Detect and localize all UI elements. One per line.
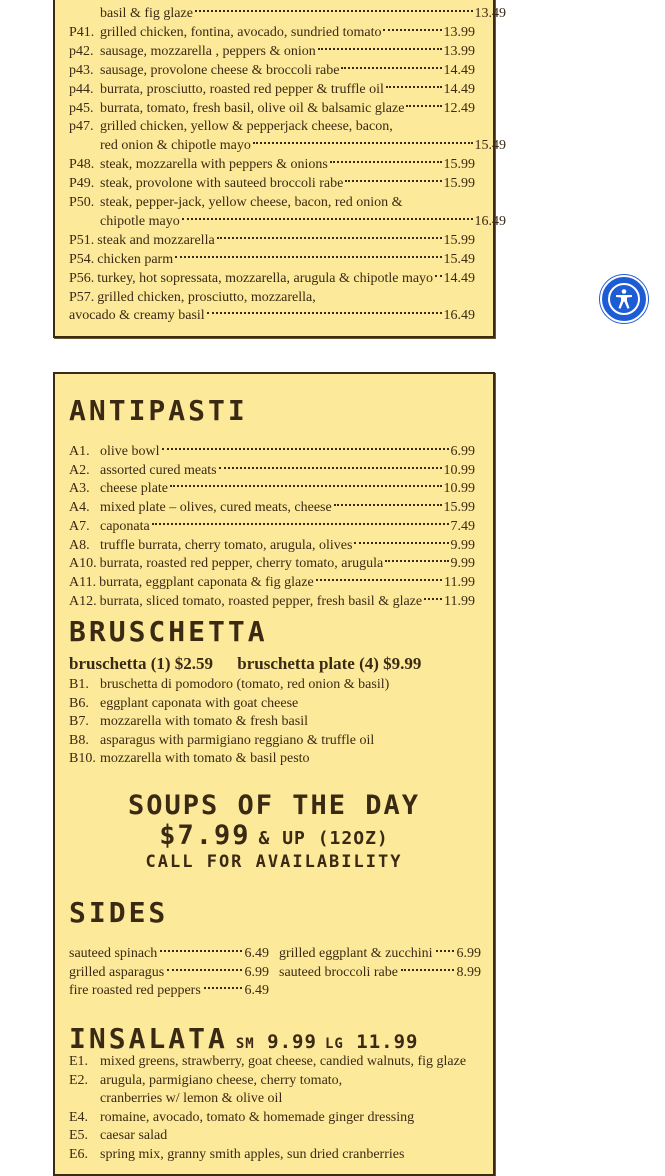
menu-item-row xyxy=(69,289,475,307)
item-description: assorted cured meats xyxy=(100,462,217,478)
item-code: E4. xyxy=(69,1109,89,1125)
item-description: olive bowl xyxy=(100,444,160,459)
sides-heading: SIDES xyxy=(69,896,169,929)
menu-item-row xyxy=(69,213,506,231)
side-name: sauteed spinach xyxy=(69,946,158,961)
menu-item-row xyxy=(69,518,475,536)
menu-item-row xyxy=(69,1109,414,1127)
panini-menu-panel xyxy=(53,0,506,338)
side-item xyxy=(69,945,269,963)
menu-item-row xyxy=(69,593,475,611)
item-code: p45. xyxy=(69,100,94,116)
item-description: caesar salad xyxy=(100,1128,168,1144)
item-price: 15.99 xyxy=(443,500,475,516)
insalata-lg-price: LG 11.99 xyxy=(324,1031,419,1053)
dot-leader xyxy=(204,987,242,989)
menu-item-row xyxy=(69,62,475,80)
menu-item-row xyxy=(69,555,475,573)
antipasti-heading: ANTIPASTI xyxy=(69,394,248,427)
menu-item-row xyxy=(69,232,475,250)
item-description: asparagus with parmigiano reggiano & truffle oil xyxy=(100,732,375,748)
menu-item-row xyxy=(69,713,308,731)
menu-item-row xyxy=(69,251,475,269)
side-name: sauteed broccoli rabe xyxy=(279,964,398,980)
item-code: B7. xyxy=(69,714,89,730)
sides-row xyxy=(69,945,481,963)
dot-leader xyxy=(160,950,241,952)
item-code: A10. xyxy=(69,556,97,572)
item-code: A7. xyxy=(69,518,90,534)
item-code: P54. xyxy=(69,251,95,267)
menu-item-row xyxy=(69,1146,404,1164)
dot-leader xyxy=(318,48,442,50)
item-description: turkey, hot sopressata, mozzarella, arugula & chipotle mayo xyxy=(97,270,434,286)
dot-leader xyxy=(386,86,442,88)
item-description: burrata, tomato, fresh basil, olive oil & balsamic glaze xyxy=(100,100,405,116)
dot-leader xyxy=(436,950,454,952)
item-price: 15.99 xyxy=(443,232,475,248)
dot-leader xyxy=(354,542,448,544)
menu-item-row xyxy=(69,695,298,713)
menu-item-row xyxy=(69,499,475,517)
item-description: sausage, mozzarella , peppers & onion xyxy=(100,43,316,59)
side-item xyxy=(69,982,269,1000)
menu-item-row xyxy=(69,1127,167,1145)
item-price: 14.49 xyxy=(443,81,475,97)
insalata-title: INSALATA xyxy=(69,1022,228,1055)
item-price: 15.99 xyxy=(443,157,475,173)
side-item xyxy=(279,945,481,963)
dot-leader xyxy=(334,504,442,506)
item-description: burrata, sliced tomato, roasted pepper, fresh basil & glaze xyxy=(99,593,423,609)
side-price: 8.99 xyxy=(456,964,481,980)
bruschetta-prices xyxy=(69,654,421,674)
sides-row xyxy=(69,982,481,1000)
item-description: grilled chicken, prosciutto, mozzarella, xyxy=(97,289,316,305)
menu-item-row xyxy=(69,175,475,193)
item-description: spring mix, granny smith apples, sun dried cranberries xyxy=(100,1147,405,1162)
item-price: 15.49 xyxy=(443,251,475,267)
side-price: 6.99 xyxy=(244,964,269,980)
item-code: A3. xyxy=(69,481,90,497)
item-description: eggplant caponata with goat cheese xyxy=(100,695,299,711)
item-description: romaine, avocado, tomato & homemade ginger dressing xyxy=(100,1109,415,1125)
side-item xyxy=(69,964,269,982)
dot-leader xyxy=(162,448,449,450)
dot-leader xyxy=(385,560,448,562)
item-description: mozzarella with tomato & fresh basil xyxy=(100,714,308,730)
item-code: p44. xyxy=(69,81,94,97)
item-description: steak, pepper-jack, yellow cheese, bacon, red onion & xyxy=(100,195,403,210)
item-code: A1. xyxy=(69,444,90,459)
dot-leader xyxy=(175,256,441,258)
item-description: avocado & creamy basil xyxy=(69,308,205,324)
menu-item-row xyxy=(69,1053,466,1071)
item-code: B8. xyxy=(69,732,89,748)
dot-leader xyxy=(170,485,441,487)
accessibility-button[interactable] xyxy=(600,275,648,323)
item-code: P49. xyxy=(69,176,95,192)
item-code: B6. xyxy=(69,695,89,711)
soups-price-value: $7.99 xyxy=(159,820,251,851)
item-price: 13.49 xyxy=(474,6,506,21)
dot-leader xyxy=(219,467,442,469)
item-code: p42. xyxy=(69,43,94,59)
side-name: grilled asparagus xyxy=(69,964,165,980)
item-description: steak and mozzarella xyxy=(97,232,215,248)
item-description: mixed greens, strawberry, goat cheese, candied walnuts, fig glaze xyxy=(100,1054,467,1069)
accessibility-icon xyxy=(607,282,641,316)
menu-item-row xyxy=(69,24,475,42)
bruschetta-heading: BRUSCHETTA xyxy=(69,615,268,648)
dot-leader xyxy=(401,969,454,971)
item-code: p43. xyxy=(69,62,94,78)
insalata-heading xyxy=(69,1022,418,1055)
bruschetta-single-price: bruschetta (1) $2.59 xyxy=(69,654,214,673)
side-name: grilled eggplant & zucchini xyxy=(279,946,433,961)
menu-item-row xyxy=(69,307,475,325)
item-description: cheese plate xyxy=(100,481,169,497)
menu-item-row xyxy=(69,156,475,174)
bruschetta-plate-price: bruschetta plate (4) $9.99 xyxy=(237,654,422,673)
dot-leader xyxy=(217,237,442,239)
menu-item-row xyxy=(69,732,374,750)
item-description: mozzarella with tomato & basil pesto xyxy=(100,751,310,767)
item-code: B1. xyxy=(69,677,89,692)
item-description: burrata, prosciutto, roasted red pepper & truffle oil xyxy=(100,81,384,97)
side-item xyxy=(279,982,481,1000)
soups-heading: SOUPS OF THE DAY xyxy=(127,790,421,821)
dot-leader xyxy=(195,10,473,12)
item-code: A8. xyxy=(69,537,90,553)
item-price: 15.49 xyxy=(474,138,506,154)
menu-item-row xyxy=(69,574,475,592)
soups-price xyxy=(55,820,493,851)
dot-leader xyxy=(182,218,473,220)
item-description: arugula, parmigiano cheese, cherry tomato, xyxy=(100,1072,343,1088)
dot-leader xyxy=(316,579,442,581)
menu-item-row xyxy=(69,1090,282,1108)
item-price: 6.99 xyxy=(450,444,475,459)
item-code: P48. xyxy=(69,157,95,173)
menu-item-row xyxy=(69,137,506,155)
item-price: 9.99 xyxy=(450,537,475,553)
item-description: mixed plate – olives, cured meats, cheese xyxy=(100,500,332,516)
dot-leader xyxy=(207,312,442,314)
dot-leader xyxy=(167,969,241,971)
item-code: A12. xyxy=(69,593,97,609)
item-price: 16.49 xyxy=(474,213,506,229)
item-description: truffle burrata, cherry tomato, arugula, olives xyxy=(100,537,353,553)
item-description: grilled chicken, yellow & pepperjack cheese, bacon, xyxy=(100,119,393,135)
dot-leader xyxy=(341,67,441,69)
item-code: P56. xyxy=(69,270,95,286)
antipasti-menu-panel xyxy=(53,372,495,1176)
item-description: grilled chicken, fontina, avocado, sundried tomato xyxy=(100,24,382,40)
item-price: 9.99 xyxy=(450,556,475,572)
item-description: burrata, roasted red pepper, cherry tomato, arugula xyxy=(99,556,384,572)
item-code: E1. xyxy=(69,1054,89,1069)
side-item xyxy=(279,964,481,982)
menu-item-row xyxy=(69,537,475,555)
item-description: caponata xyxy=(100,518,150,534)
menu-item-row xyxy=(69,750,310,768)
item-description: steak, mozzarella with peppers & onions xyxy=(100,157,328,173)
item-description: chipotle mayo xyxy=(100,213,180,229)
menu-item-row xyxy=(69,480,475,498)
dot-leader xyxy=(435,275,441,277)
dot-leader xyxy=(383,29,441,31)
dot-leader xyxy=(330,161,442,163)
dot-leader xyxy=(345,180,441,182)
menu-item-row xyxy=(69,443,475,461)
soups-price-note: & UP (12OZ) xyxy=(258,828,389,849)
item-code: A2. xyxy=(69,462,90,478)
menu-item-row xyxy=(69,118,475,136)
side-price: 6.99 xyxy=(456,946,481,961)
item-code: E6. xyxy=(69,1147,89,1162)
dot-leader xyxy=(253,142,473,144)
item-price: 14.49 xyxy=(443,270,475,286)
item-price: 10.99 xyxy=(443,462,475,478)
item-description: burrata, eggplant caponata & fig glaze xyxy=(99,574,314,590)
item-price: 16.49 xyxy=(443,308,475,324)
menu-item-row xyxy=(69,100,475,118)
item-description: sausage, provolone cheese & broccoli rabe xyxy=(100,62,340,78)
menu-item-row xyxy=(69,194,475,212)
item-description: red onion & chipotle mayo xyxy=(100,138,251,154)
item-description: steak, provolone with sauteed broccoli rabe xyxy=(100,176,344,192)
item-price: 11.99 xyxy=(444,593,475,609)
item-price: 12.49 xyxy=(443,100,475,116)
sides-row xyxy=(69,964,481,982)
item-price: 13.99 xyxy=(443,43,475,59)
menu-item-row xyxy=(69,1072,342,1090)
menu-item-row xyxy=(69,270,475,288)
item-code: A4. xyxy=(69,500,90,516)
item-code: P57. xyxy=(69,289,95,305)
item-price: 15.99 xyxy=(443,176,475,192)
side-name: fire roasted red peppers xyxy=(69,983,201,999)
dot-leader xyxy=(424,598,442,600)
item-price: 7.49 xyxy=(450,518,475,534)
item-code: P50. xyxy=(69,195,95,210)
item-price: 11.99 xyxy=(444,574,475,590)
item-code: E2. xyxy=(69,1072,89,1088)
item-code: P41. xyxy=(69,24,95,40)
menu-item-row xyxy=(69,462,475,480)
dot-leader xyxy=(406,105,441,107)
menu-item-row xyxy=(69,81,475,99)
item-price: 10.99 xyxy=(443,481,475,497)
item-code: p47. xyxy=(69,119,94,135)
item-description: basil & fig glaze xyxy=(100,6,193,21)
item-code: P51. xyxy=(69,232,95,248)
item-code: E5. xyxy=(69,1128,89,1144)
side-price: 6.49 xyxy=(244,946,269,961)
menu-item-row xyxy=(69,43,475,61)
soups-availability: CALL FOR AVAILABILITY xyxy=(145,852,403,872)
dot-leader xyxy=(152,523,449,525)
item-price: 14.49 xyxy=(443,62,475,78)
menu-item-row xyxy=(69,676,389,694)
side-price: 6.49 xyxy=(244,983,269,999)
item-price: 13.99 xyxy=(443,24,475,40)
item-description: chicken parm xyxy=(97,251,174,267)
item-code: A11. xyxy=(69,574,97,590)
item-code: B10. xyxy=(69,751,96,767)
insalata-sm-price: SM 9.99 xyxy=(235,1031,317,1053)
item-description: cranberries w/ lemon & olive oil xyxy=(100,1091,283,1107)
menu-item-row xyxy=(69,5,506,23)
item-description: bruschetta di pomodoro (tomato, red onion & basil) xyxy=(100,677,390,692)
